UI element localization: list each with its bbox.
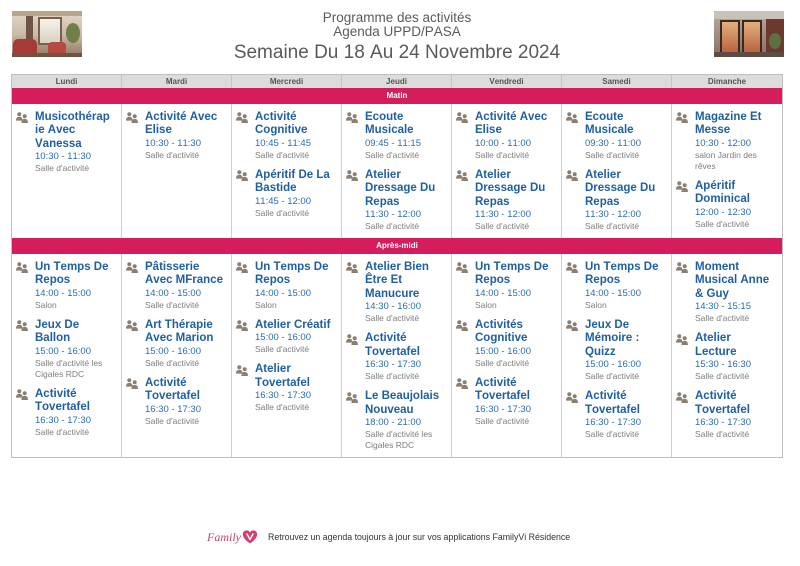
activity-location: Salle d'activité bbox=[255, 149, 310, 160]
activity-time: 15:00 - 16:00 bbox=[475, 345, 531, 357]
activity-entry bbox=[566, 261, 671, 311]
activity-title: Activité Cognitive bbox=[255, 110, 308, 136]
activity-title: Atelier Tovertafel bbox=[255, 363, 310, 389]
activity-time: 10:30 - 11:30 bbox=[35, 151, 91, 162]
activity-text bbox=[475, 261, 554, 311]
activity-text bbox=[695, 261, 774, 325]
activity-title: Atelier Dressage Du Repas bbox=[475, 168, 546, 208]
activity-title: Atelier Dressage Du Repas bbox=[585, 168, 656, 208]
activity-location: Salle d'activité bbox=[35, 426, 90, 437]
activity-text bbox=[255, 261, 334, 311]
page-title: Programme des activités bbox=[322, 10, 472, 25]
activity-time: 11:30 - 12:00 bbox=[585, 209, 641, 220]
day-cell bbox=[562, 254, 672, 457]
activity-location: Salle d'activité bbox=[35, 163, 90, 173]
activity-time: 14:00 - 15:00 bbox=[475, 287, 531, 299]
group-icon bbox=[236, 262, 248, 273]
group-icon bbox=[126, 262, 138, 273]
group-icon bbox=[566, 320, 578, 331]
activity-title: Apéritif Dominical bbox=[695, 179, 750, 205]
activity-entry bbox=[16, 319, 121, 380]
activity-title: Jeux De Mémoire : Quizz bbox=[585, 318, 640, 358]
activity-location: Salle d'activité bbox=[145, 149, 200, 160]
group-icon bbox=[456, 112, 468, 123]
activity-entry bbox=[346, 390, 451, 451]
day-header: Jeudi bbox=[342, 75, 452, 88]
footer-message: Retrouvez un agenda toujours à jour sur vos applications FamilyVi Résidence bbox=[268, 532, 571, 542]
activity-title: Magazine Et Messe bbox=[695, 110, 762, 136]
group-icon bbox=[676, 181, 688, 192]
group-icon bbox=[676, 262, 688, 273]
activity-location: Salle d'activité bbox=[145, 299, 200, 310]
activity-entry bbox=[126, 377, 231, 427]
group-icon bbox=[236, 112, 248, 123]
activity-text bbox=[695, 332, 774, 382]
activity-time: 15:00 - 16:00 bbox=[145, 345, 201, 357]
activity-time: 15:00 - 16:00 bbox=[585, 359, 641, 370]
activity-time: 10:00 - 11:00 bbox=[475, 137, 531, 149]
section-band: Après-midi bbox=[12, 238, 782, 254]
group-icon bbox=[456, 170, 468, 181]
activity-location: Salle d'activité bbox=[695, 371, 750, 381]
activity-text bbox=[475, 319, 554, 369]
group-icon bbox=[16, 112, 28, 123]
activity-location: Salle d'activité bbox=[365, 149, 420, 160]
activity-time: 10:45 - 11:45 bbox=[255, 137, 311, 149]
activity-time: 14:00 - 15:00 bbox=[585, 287, 641, 299]
activity-entry bbox=[346, 261, 451, 325]
group-icon bbox=[16, 389, 28, 400]
activity-entry bbox=[346, 111, 451, 161]
activity-text bbox=[475, 111, 554, 161]
activity-location: Salle d'activité bbox=[365, 313, 420, 323]
activity-time: 11:30 - 12:00 bbox=[475, 209, 531, 220]
activity-location: Salle d'activité bbox=[585, 221, 640, 231]
activity-text bbox=[35, 388, 112, 438]
section-row bbox=[12, 104, 782, 238]
activity-time: 11:45 - 12:00 bbox=[255, 195, 311, 207]
activity-location: Salle d'activité bbox=[585, 371, 640, 381]
section-row bbox=[12, 254, 782, 457]
activity-location: Salle d'activité bbox=[255, 207, 310, 218]
activity-location: Salle d'activité les Cigales RDC bbox=[365, 429, 433, 450]
activity-time: 16:30 - 17:30 bbox=[695, 417, 751, 428]
group-icon bbox=[126, 320, 138, 331]
activity-time: 14:00 - 15:00 bbox=[35, 287, 91, 299]
activity-text bbox=[365, 332, 444, 382]
activity-text bbox=[145, 319, 224, 369]
activity-entry bbox=[236, 261, 341, 311]
day-cell bbox=[672, 104, 782, 238]
activity-text bbox=[145, 377, 224, 427]
activity-text bbox=[255, 363, 334, 413]
activity-time: 14:00 - 15:00 bbox=[255, 287, 311, 299]
activity-location: Salle d'activité bbox=[255, 344, 310, 354]
group-icon bbox=[456, 320, 468, 331]
day-cell bbox=[562, 104, 672, 238]
activity-entry bbox=[126, 111, 231, 161]
activity-location: Salon bbox=[35, 299, 57, 310]
activity-title: Ecoute Musicale bbox=[365, 110, 414, 136]
group-icon bbox=[346, 112, 358, 123]
day-cell bbox=[672, 254, 782, 457]
group-icon bbox=[346, 392, 358, 403]
activity-location: Salon bbox=[255, 299, 277, 310]
group-icon bbox=[16, 320, 28, 331]
familyvi-logo bbox=[207, 528, 258, 546]
activity-title: Un Temps De Repos bbox=[585, 260, 659, 286]
activity-title: Moment Musical Anne & Guy bbox=[695, 260, 770, 300]
activity-title: Un Temps De Repos bbox=[475, 260, 549, 286]
day-cell bbox=[122, 104, 232, 238]
activity-entry bbox=[346, 169, 451, 233]
day-header: Samedi bbox=[562, 75, 672, 88]
activity-entry bbox=[456, 377, 561, 427]
activity-entry bbox=[676, 180, 782, 230]
activity-text bbox=[475, 377, 554, 427]
activity-location: Salle d'activité les Cigales RDC bbox=[35, 357, 103, 379]
activity-entry bbox=[566, 390, 671, 440]
activity-title: Activité Tovertafel bbox=[365, 332, 420, 358]
activity-time: 15:30 - 16:30 bbox=[695, 359, 751, 370]
group-icon bbox=[346, 334, 358, 345]
day-cell bbox=[232, 104, 342, 238]
activity-time: 15:00 - 16:00 bbox=[255, 332, 311, 343]
activity-title: Pâtisserie Avec MFrance bbox=[145, 260, 223, 286]
activity-title: Activité Avec Elise bbox=[145, 110, 218, 136]
agenda-table bbox=[11, 74, 783, 458]
activity-text bbox=[475, 169, 554, 233]
activity-location: Salle d'activité bbox=[585, 429, 640, 439]
activity-entry bbox=[456, 169, 561, 233]
activity-entry bbox=[566, 111, 671, 161]
activity-location: Salle d'activité bbox=[475, 357, 530, 368]
activity-text bbox=[585, 319, 664, 383]
activity-location: Salle d'activité bbox=[365, 371, 420, 381]
activity-title: Atelier Dressage Du Repas bbox=[365, 168, 436, 208]
activity-text bbox=[695, 180, 774, 230]
activity-text bbox=[585, 169, 664, 233]
activity-title: Activité Tovertafel bbox=[695, 390, 750, 416]
activity-entry bbox=[566, 169, 671, 233]
activity-time: 10:30 - 11:30 bbox=[145, 137, 201, 149]
heart-logo-icon bbox=[242, 529, 258, 545]
activity-title: Atelier Bien Être Et Manucure bbox=[365, 260, 429, 300]
activity-text bbox=[365, 169, 444, 233]
activity-title: Activité Tovertafel bbox=[475, 376, 530, 402]
activity-title: Un Temps De Repos bbox=[255, 260, 329, 286]
activity-text bbox=[585, 390, 664, 440]
footer bbox=[207, 528, 570, 546]
activity-title: Apéritif De La Bastide bbox=[255, 168, 330, 194]
activity-text bbox=[365, 111, 444, 161]
activity-title: Atelier Créatif bbox=[255, 318, 331, 331]
activity-text bbox=[255, 111, 334, 161]
day-header: Mardi bbox=[122, 75, 232, 88]
activity-location: Salle d'activité bbox=[475, 415, 530, 426]
activity-entry bbox=[236, 363, 341, 413]
activity-entry bbox=[126, 261, 231, 311]
activity-location: Salle d'activité bbox=[475, 149, 530, 160]
activity-text bbox=[585, 111, 664, 161]
activity-location: Salle d'activité bbox=[475, 221, 530, 231]
activity-time: 09:30 - 11:00 bbox=[585, 137, 641, 149]
activity-entry bbox=[676, 332, 782, 382]
activity-time: 16:30 - 17:30 bbox=[585, 417, 641, 428]
activity-entry bbox=[126, 319, 231, 369]
activity-time: 14:00 - 15:00 bbox=[145, 287, 201, 299]
activity-entry bbox=[236, 319, 341, 356]
activity-location: Salle d'activité bbox=[695, 429, 750, 439]
activity-time: 16:30 - 17:30 bbox=[35, 414, 91, 426]
day-cell bbox=[232, 254, 342, 457]
activity-location: Salle d'activité bbox=[145, 357, 200, 368]
group-icon bbox=[236, 170, 248, 181]
activity-location: Salle d'activité bbox=[695, 218, 750, 229]
activity-title: Activités Cognitive bbox=[475, 318, 528, 344]
activity-title: Le Beaujolais Nouveau bbox=[365, 390, 440, 416]
activity-text bbox=[35, 319, 112, 380]
day-cell bbox=[452, 104, 562, 238]
group-icon bbox=[236, 320, 248, 331]
week-title: Semaine Du 18 Au 24 Novembre 2024 bbox=[233, 42, 561, 63]
agenda-subtitle: Agenda UPPD/PASA bbox=[333, 24, 461, 39]
activity-entry bbox=[16, 388, 121, 438]
activity-entry bbox=[456, 261, 561, 311]
activity-text bbox=[695, 390, 774, 440]
activity-time: 18:00 - 21:00 bbox=[365, 417, 421, 428]
activity-text bbox=[145, 111, 224, 161]
activity-title: Musicothérapie Avec Vanessa bbox=[35, 110, 110, 150]
activity-time: 12:00 - 12:30 bbox=[695, 206, 751, 218]
group-icon bbox=[676, 392, 688, 403]
group-icon bbox=[566, 170, 578, 181]
activity-text bbox=[365, 261, 444, 325]
activity-time: 15:00 - 16:00 bbox=[35, 345, 91, 357]
activity-title: Art Thérapie Avec Marion bbox=[145, 318, 214, 344]
agenda-header bbox=[0, 11, 794, 64]
header-photo-right bbox=[714, 11, 784, 57]
group-icon bbox=[126, 378, 138, 389]
activity-entry bbox=[236, 169, 341, 219]
activity-location: Salle d'activité bbox=[695, 313, 750, 323]
logo-text: Family bbox=[207, 530, 241, 544]
activity-time: 16:30 - 17:30 bbox=[475, 403, 531, 415]
activity-entry bbox=[676, 390, 782, 440]
activity-location: Salle d'activité bbox=[255, 402, 310, 412]
activity-text bbox=[145, 261, 224, 311]
activity-location: Salle d'activité bbox=[585, 149, 640, 160]
group-icon bbox=[566, 262, 578, 273]
activity-entry bbox=[676, 111, 782, 172]
activity-time: 14:30 - 15:15 bbox=[695, 301, 751, 312]
activity-entry bbox=[16, 111, 121, 175]
activity-title: Atelier Lecture bbox=[695, 332, 737, 358]
day-header: Dimanche bbox=[707, 77, 747, 86]
group-icon bbox=[676, 112, 688, 123]
day-header: Mercredi bbox=[232, 75, 342, 88]
day-header: Vendredi bbox=[452, 75, 562, 88]
day-header: Lundi bbox=[12, 75, 122, 88]
activity-location: Salle d'activité bbox=[365, 221, 420, 231]
activity-time: 16:30 - 17:30 bbox=[145, 403, 201, 415]
group-icon bbox=[16, 262, 28, 273]
activity-entry bbox=[16, 261, 121, 311]
day-cell bbox=[452, 254, 562, 457]
section-band: Matin bbox=[12, 88, 782, 104]
activity-time: 14:30 - 16:00 bbox=[365, 301, 421, 312]
activity-text bbox=[585, 261, 664, 311]
activity-title: Activité Tovertafel bbox=[35, 387, 90, 413]
activity-time: 16:30 - 17:30 bbox=[255, 390, 311, 401]
activity-location: salon Jardin des rêves bbox=[695, 149, 757, 171]
activity-title: Un Temps De Repos bbox=[35, 260, 109, 286]
day-header-row bbox=[12, 75, 782, 88]
activity-text bbox=[255, 319, 334, 356]
activity-time: 11:30 - 12:00 bbox=[365, 209, 421, 220]
group-icon bbox=[676, 334, 688, 345]
activity-entry bbox=[566, 319, 671, 383]
activity-text bbox=[255, 169, 334, 219]
activity-title: Jeux De Ballon bbox=[35, 318, 80, 344]
activity-text bbox=[365, 390, 444, 451]
day-cell bbox=[12, 254, 122, 457]
activity-entry bbox=[456, 111, 561, 161]
day-cell bbox=[342, 104, 452, 238]
day-cell bbox=[342, 254, 452, 457]
activity-title: Activité Tovertafel bbox=[145, 376, 200, 402]
activity-title: Activité Avec Elise bbox=[475, 110, 548, 136]
activity-time: 16:30 - 17:30 bbox=[365, 359, 421, 370]
group-icon bbox=[566, 392, 578, 403]
activity-entry bbox=[236, 111, 341, 161]
day-cell bbox=[12, 104, 122, 238]
activity-text bbox=[35, 261, 112, 311]
activity-time: 10:30 - 12:00 bbox=[695, 137, 751, 149]
activity-entry bbox=[456, 319, 561, 369]
group-icon bbox=[456, 262, 468, 273]
group-icon bbox=[236, 365, 248, 376]
activity-title: Activité Tovertafel bbox=[585, 390, 640, 416]
group-icon bbox=[456, 378, 468, 389]
activity-location: Salon bbox=[585, 299, 607, 310]
activity-time: 09:45 - 11:15 bbox=[365, 137, 421, 149]
activity-text bbox=[35, 111, 112, 175]
group-icon bbox=[566, 112, 578, 123]
day-cell bbox=[122, 254, 232, 457]
group-icon bbox=[346, 262, 358, 273]
activity-location: Salle d'activité bbox=[145, 415, 200, 426]
group-icon bbox=[346, 170, 358, 181]
activity-entry bbox=[346, 332, 451, 382]
activity-location: Salon bbox=[475, 299, 497, 310]
activity-title: Ecoute Musicale bbox=[585, 110, 634, 136]
activity-entry bbox=[676, 261, 782, 325]
activity-text bbox=[695, 111, 774, 172]
group-icon bbox=[126, 112, 138, 123]
